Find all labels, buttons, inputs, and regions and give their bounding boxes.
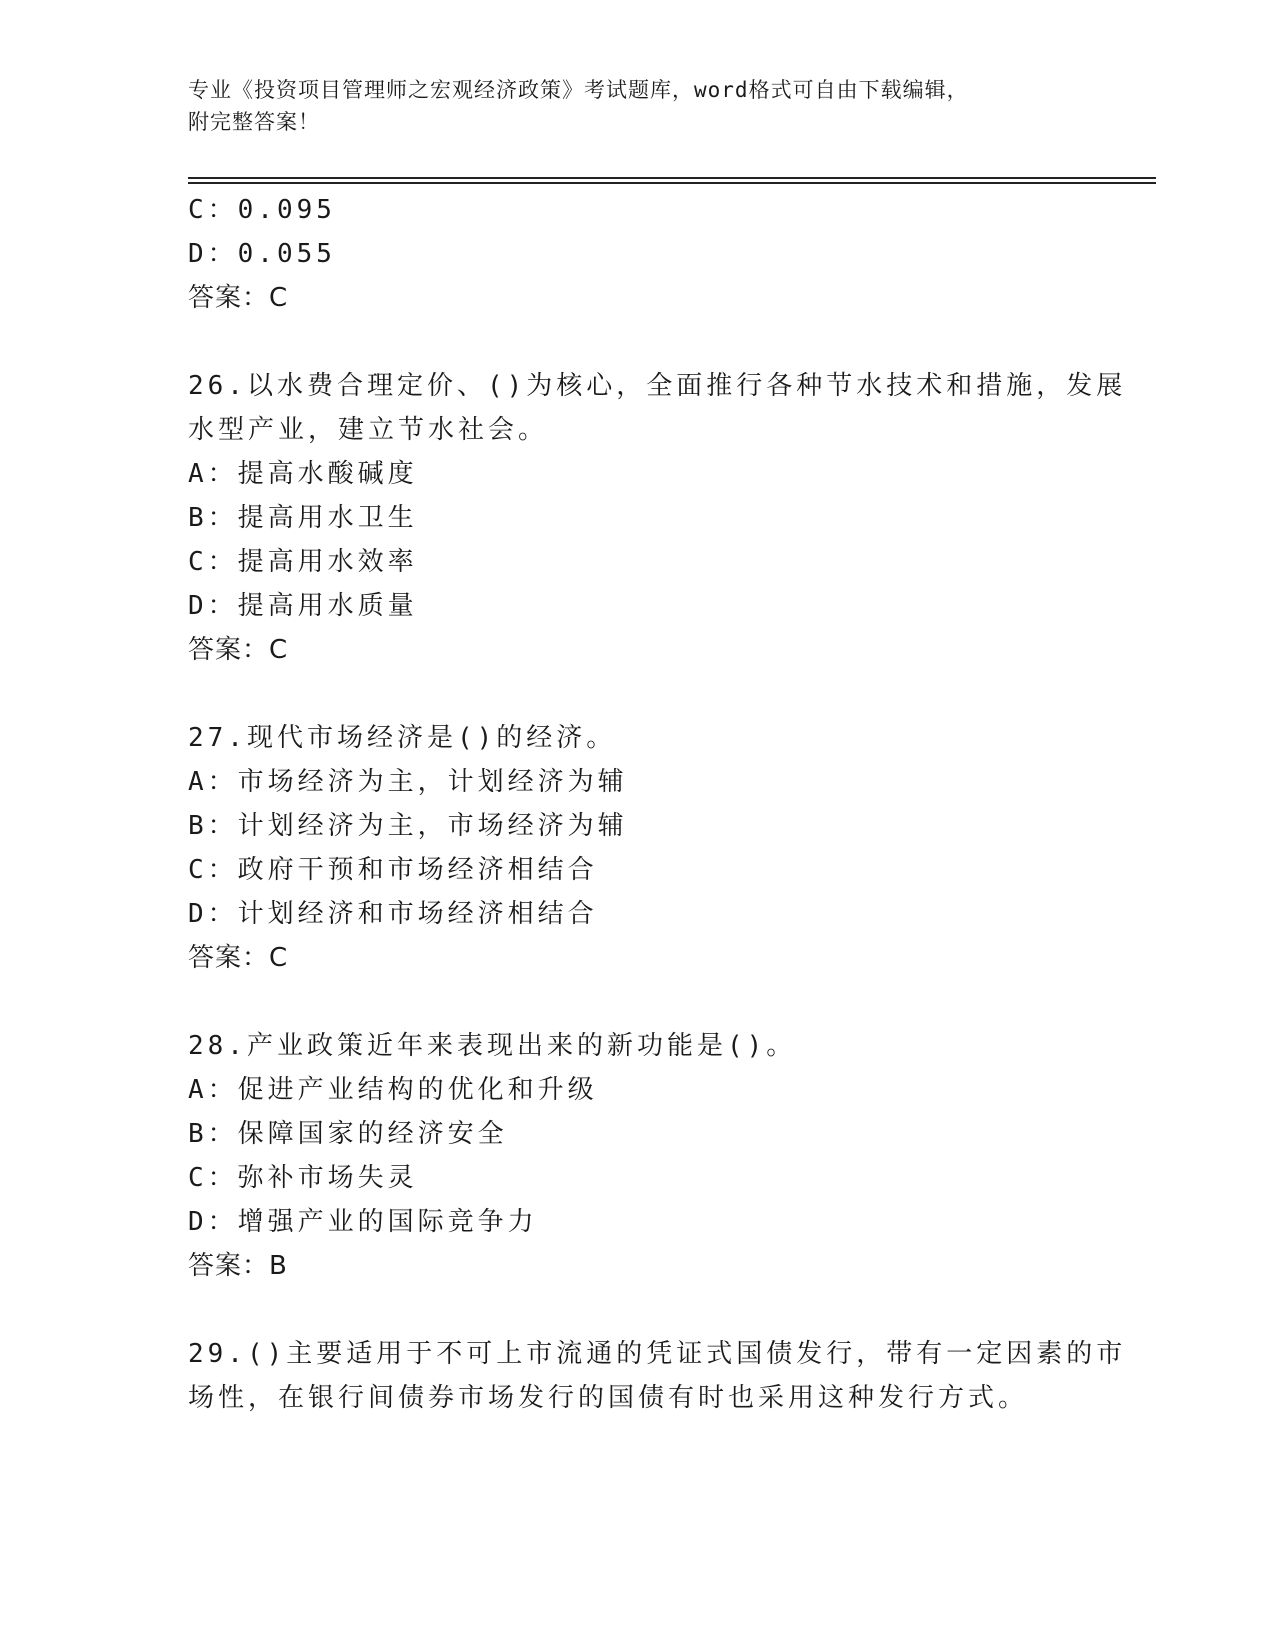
q28-option-b: B：保障国家的经济安全 <box>188 1119 508 1149</box>
header-line-1: 专业《投资项目管理师之宏观经济政策》考试题库，word格式可自由下载编辑， <box>188 78 969 102</box>
q28-option-c: C：弥补市场失灵 <box>188 1163 418 1193</box>
q28-option-d: D：增强产业的国际竞争力 <box>188 1207 538 1237</box>
q26-option-a: A：提高水酸碱度 <box>188 459 418 489</box>
q26-answer: 答案：C <box>188 635 289 665</box>
q29-stem-line-2: 场性，在银行间债券市场发行的国债有时也采用这种发行方式。 <box>188 1383 1029 1413</box>
q28-answer: 答案：B <box>188 1251 288 1281</box>
q26-stem-line-2: 水型产业，建立节水社会。 <box>188 415 549 445</box>
header-line-2: 附完整答案！ <box>188 110 320 134</box>
q27-option-c: C：政府干预和市场经济相结合 <box>188 855 598 885</box>
q27-stem-line-1: 27.现代市场经济是()的经济。 <box>188 723 617 753</box>
q28-stem-line-1: 28.产业政策近年来表现出来的新功能是()。 <box>188 1031 797 1061</box>
q26-option-d: D：提高用水质量 <box>188 591 418 621</box>
q27-option-b: B：计划经济为主，市场经济为辅 <box>188 811 628 841</box>
prev-answer: 答案：C <box>188 283 289 313</box>
document-header <box>188 74 1088 138</box>
q26-option-b: B：提高用水卫生 <box>188 503 418 533</box>
q26-option-c: C：提高用水效率 <box>188 547 418 577</box>
prev-option-c: C：0.095 <box>188 195 336 225</box>
q28-option-a: A：促进产业结构的优化和升级 <box>188 1075 598 1105</box>
q26-stem-line-1: 26.以水费合理定价、()为核心，全面推行各种节水技术和措施，发展 <box>188 371 1127 401</box>
header-divider-top <box>188 177 1156 179</box>
header-divider-bottom <box>188 182 1156 184</box>
q29-stem-line-1: 29.()主要适用于不可上市流通的凭证式国债发行，带有一定因素的市 <box>188 1339 1127 1369</box>
q27-option-a: A：市场经济为主，计划经济为辅 <box>188 767 628 797</box>
q27-option-d: D：计划经济和市场经济相结合 <box>188 899 598 929</box>
prev-option-d: D：0.055 <box>188 239 336 269</box>
q27-answer: 答案：C <box>188 943 289 973</box>
